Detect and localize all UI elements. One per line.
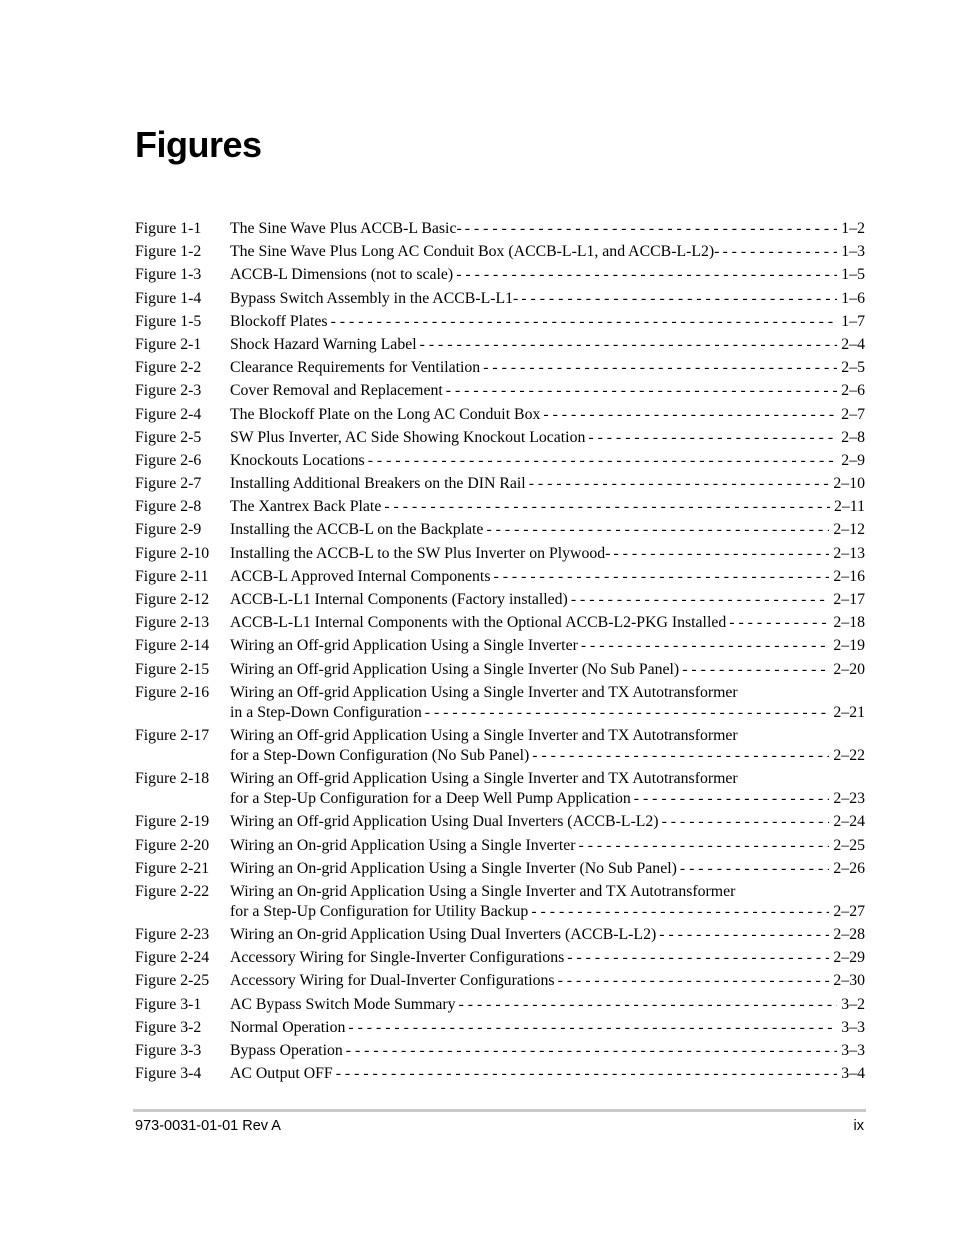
figure-title-line-with-page: [230, 995, 865, 1015]
figure-title-line-with-page: [230, 746, 865, 766]
figure-number: Figure 1-1: [135, 220, 202, 237]
figure-entry-body: [230, 520, 865, 540]
figure-entry[interactable]: [135, 1041, 865, 1061]
figure-title: Wiring an Off-grid Application Using a Single Inverter and TX Autotransformer: [230, 683, 738, 701]
dot-leader: [532, 746, 829, 766]
figure-page-number: 2–7: [841, 405, 865, 423]
dot-leader: [425, 703, 830, 723]
figure-entry[interactable]: [135, 882, 865, 922]
dot-leader: [543, 405, 837, 425]
figure-title-line: [230, 882, 865, 902]
dot-leader: [459, 995, 838, 1015]
figure-number: Figure 2-8: [135, 498, 202, 516]
figure-entry-body: [230, 859, 865, 879]
figure-title-line-with-page: [230, 474, 865, 494]
figure-page-number: 2–6: [841, 382, 865, 400]
figure-title: for a Step-Up Configuration for a Deep Well Pump Application: [230, 790, 631, 808]
figure-title: Bypass Operation: [230, 1042, 343, 1059]
dot-leader: [662, 812, 830, 832]
figure-entry[interactable]: [135, 451, 865, 471]
dot-leader: [531, 902, 829, 922]
figure-entry-body: [230, 995, 865, 1015]
figure-page-number: 2–26: [833, 859, 865, 877]
figure-title: The Blockoff Plate on the Long AC Conduit Box: [230, 405, 541, 423]
figure-entry[interactable]: [135, 925, 865, 945]
figure-entry[interactable]: [135, 1018, 865, 1038]
figure-number: Figure 1-2: [135, 243, 202, 261]
figure-entry[interactable]: [135, 242, 865, 262]
dot-leader: [336, 1064, 838, 1084]
figure-title-line-with-page: [230, 497, 865, 517]
figure-title: Wiring an Off-grid Application Using a Single Inverter and TX Autotransformer: [230, 770, 738, 788]
figure-page-number: 3–3: [841, 1018, 865, 1036]
footer-page-number: ix: [853, 1118, 864, 1134]
figure-page-number: 2–19: [833, 637, 865, 655]
figure-entry-body: [230, 726, 865, 766]
dot-leader: [581, 636, 830, 656]
dot-leader: [446, 381, 838, 401]
figure-page-number: 2–10: [833, 475, 865, 493]
figure-entry[interactable]: [135, 812, 865, 832]
figure-title: The Sine Wave Plus ACCB-L Basic-: [230, 220, 462, 237]
figure-title-line-with-page: [230, 1041, 865, 1061]
footer-rule: [133, 1109, 866, 1112]
figure-entry[interactable]: [135, 683, 865, 723]
figure-title: for a Step-Up Configuration for Utility Backup: [230, 902, 529, 920]
figure-number: Figure 2-19: [135, 813, 210, 831]
figure-title: for a Step-Down Configuration (No Sub Panel): [230, 746, 530, 764]
figure-entry[interactable]: [135, 948, 865, 968]
figure-number: Figure 2-18: [135, 770, 210, 788]
figure-number: Figure 2-5: [135, 428, 202, 446]
dot-leader: [346, 1041, 838, 1061]
figure-title: Wiring an On-grid Application Using a Single Inverter (No Sub Panel): [230, 859, 677, 877]
figure-title: Wiring an Off-grid Application Using Dual Inverters (ACCB-L-L2): [230, 813, 659, 831]
figure-entry[interactable]: [135, 381, 865, 401]
figure-number: Figure 2-25: [135, 972, 210, 990]
figure-entry-body: [230, 769, 865, 809]
figure-page-number: 2–30: [833, 972, 865, 990]
figure-title-line-with-page: [230, 358, 865, 378]
figure-title-line-with-page: [230, 544, 865, 564]
figure-number: Figure 2-17: [135, 726, 210, 744]
figure-title-line-with-page: [230, 289, 865, 309]
dot-leader: [529, 474, 830, 494]
dot-leader: [348, 1018, 837, 1038]
figure-title-line-with-page: [230, 812, 865, 832]
dot-leader: [729, 613, 829, 633]
figure-page-number: 3–3: [841, 1042, 865, 1059]
dot-leader: [521, 289, 837, 309]
figure-title-line-with-page: [230, 925, 865, 945]
figure-page-number: 2–5: [841, 359, 865, 377]
figure-entry[interactable]: [135, 219, 865, 239]
figure-page-number: 2–17: [833, 591, 865, 608]
dot-leader: [613, 544, 829, 564]
figure-title-line: [230, 769, 865, 789]
figure-page-number: 3–4: [841, 1065, 865, 1083]
figure-number: Figure 2-11: [135, 567, 209, 585]
figure-entry-body: [230, 636, 865, 656]
footer-doc-number: 973-0031-01-01 Rev A: [135, 1118, 281, 1134]
figure-entry[interactable]: [135, 312, 865, 332]
figure-title-line-with-page: [230, 1018, 865, 1038]
figure-entry-body: [230, 242, 865, 262]
figure-entry-body: [230, 219, 865, 239]
figure-title: AC Bypass Switch Mode Summary: [230, 995, 456, 1013]
figure-number: Figure 2-23: [135, 926, 210, 944]
figure-title-line-with-page: [230, 902, 865, 922]
figure-number: Figure 2-16: [135, 683, 210, 701]
figure-entry[interactable]: [135, 474, 865, 494]
dot-leader: [368, 451, 838, 471]
figure-title: Normal Operation: [230, 1018, 346, 1036]
figure-number: Figure 2-3: [135, 382, 202, 400]
figure-page-number: 2–28: [833, 926, 865, 944]
figure-page-number: 1–6: [841, 289, 865, 307]
figure-title-line-with-page: [230, 428, 865, 448]
figure-entry-body: [230, 265, 865, 285]
figure-page-number: 2–9: [841, 451, 865, 469]
figure-entry-body: [230, 381, 865, 401]
figure-title: Blockoff Plates: [230, 312, 328, 330]
figure-page-number: 3–2: [841, 995, 865, 1013]
figure-entry[interactable]: [135, 971, 865, 991]
figure-number: Figure 2-21: [135, 859, 210, 877]
figure-entry[interactable]: [135, 405, 865, 425]
figure-number: Figure 2-1: [135, 335, 202, 353]
figure-entry-body: [230, 948, 865, 968]
figure-title-line-with-page: [230, 219, 865, 239]
figure-number: Figure 2-4: [135, 405, 202, 423]
figure-page-number: 2–11: [833, 498, 865, 516]
figure-title: Installing Additional Breakers on the DIN Rail: [230, 475, 526, 493]
figure-number: Figure 2-14: [135, 637, 210, 655]
figure-number: Figure 2-15: [135, 660, 210, 678]
figure-title-line-with-page: [230, 660, 865, 680]
figure-title-line-with-page: [230, 312, 865, 332]
figure-entry[interactable]: [135, 289, 865, 309]
figure-title-line-with-page: [230, 971, 865, 991]
figure-title: SW Plus Inverter, AC Side Showing Knockout Location: [230, 428, 586, 446]
figure-number: Figure 2-13: [135, 614, 210, 632]
figure-title: Wiring an Off-grid Application Using a Single Inverter (No Sub Panel): [230, 660, 680, 678]
figure-number: Figure 2-22: [135, 882, 210, 900]
dot-leader: [659, 925, 829, 945]
figure-entry[interactable]: [135, 335, 865, 355]
figure-title-line-with-page: [230, 859, 865, 879]
figure-entry-body: [230, 428, 865, 448]
figure-title-line-with-page: [230, 520, 865, 540]
figure-page-number: 1–3: [841, 243, 865, 261]
figure-title-line-with-page: [230, 1064, 865, 1084]
figure-title: Knockouts Locations: [230, 451, 365, 469]
dot-leader: [465, 219, 838, 239]
figure-number: Figure 3-1: [135, 995, 202, 1013]
dot-leader: [634, 789, 830, 809]
figure-page-number: 2–22: [833, 746, 865, 764]
figure-entry-body: [230, 836, 865, 856]
figure-entry[interactable]: [135, 265, 865, 285]
figure-title-line-with-page: [230, 265, 865, 285]
figure-entry-body: [230, 1041, 865, 1061]
figure-title-line: [230, 726, 865, 746]
figure-title: Accessory Wiring for Dual-Inverter Configurations: [230, 972, 555, 990]
dot-leader: [420, 335, 838, 355]
dot-leader: [682, 660, 829, 680]
figure-page-number: 1–2: [841, 220, 865, 237]
figure-page-number: 2–29: [833, 949, 865, 967]
figure-entry[interactable]: [135, 726, 865, 766]
figure-page-number: 1–5: [841, 266, 865, 284]
figure-entry-body: [230, 971, 865, 991]
figure-entry[interactable]: [135, 995, 865, 1015]
figure-number: Figure 2-12: [135, 591, 210, 608]
figure-entry-body: [230, 683, 865, 723]
figure-entry-body: [230, 660, 865, 680]
figure-title: Cover Removal and Replacement: [230, 382, 443, 400]
figure-title-line-with-page: [230, 613, 865, 633]
dot-leader: [486, 520, 829, 540]
figure-title: ACCB-L Approved Internal Components: [230, 567, 491, 585]
figure-title: The Xantrex Back Plate: [230, 498, 382, 516]
dot-leader: [567, 948, 829, 968]
figure-title: Bypass Switch Assembly in the ACCB-L-L1-: [230, 289, 519, 307]
figure-title-line-with-page: [230, 567, 865, 587]
figure-title-line: [230, 683, 865, 703]
figure-title: Installing the ACCB-L on the Backplate: [230, 521, 484, 539]
figure-title-line-with-page: [230, 451, 865, 471]
figure-entry[interactable]: [135, 769, 865, 809]
figure-number: Figure 2-9: [135, 521, 202, 539]
figure-entry-body: [230, 405, 865, 425]
figure-entry-body: [230, 1018, 865, 1038]
figure-entry[interactable]: [135, 544, 865, 564]
figure-entry[interactable]: [135, 613, 865, 633]
figure-entry-body: [230, 812, 865, 832]
figure-title: ACCB-L Dimensions (not to scale): [230, 266, 454, 284]
figure-title-line-with-page: [230, 789, 865, 809]
figure-number: Figure 2-10: [135, 544, 210, 562]
figure-title-line-with-page: [230, 703, 865, 723]
dot-leader: [493, 567, 829, 587]
figure-title-line-with-page: [230, 836, 865, 856]
figure-entry[interactable]: [135, 567, 865, 587]
figure-number: Figure 2-24: [135, 949, 210, 967]
dot-leader: [483, 358, 837, 378]
figure-page-number: 2–13: [833, 544, 865, 562]
figure-title: ACCB-L-L1 Internal Components (Factory installed): [230, 591, 568, 608]
figure-page-number: 2–27: [833, 902, 865, 920]
page-title: Figures: [135, 124, 262, 165]
figure-entry-body: [230, 335, 865, 355]
dot-leader: [579, 836, 830, 856]
figure-entry-body: [230, 358, 865, 378]
figure-title-line-with-page: [230, 948, 865, 968]
figure-number: Figure 1-4: [135, 289, 202, 307]
figure-title: Clearance Requirements for Ventilation: [230, 359, 481, 377]
figure-number: Figure 2-7: [135, 475, 202, 493]
figure-entry-body: [230, 497, 865, 517]
figure-page-number: 2–20: [833, 660, 865, 678]
dot-leader: [722, 242, 837, 262]
figure-entry-body: [230, 925, 865, 945]
dot-leader: [588, 428, 837, 448]
figure-page-number: 2–12: [833, 521, 865, 539]
figure-number: Figure 1-3: [135, 266, 202, 284]
figure-entry[interactable]: [135, 636, 865, 656]
figure-entry[interactable]: [135, 428, 865, 448]
figure-page-number: 2–8: [841, 428, 865, 446]
figure-number: Figure 3-2: [135, 1018, 202, 1036]
figure-entry-body: [230, 474, 865, 494]
figure-page-number: 2–23: [833, 790, 865, 808]
figure-entry[interactable]: [135, 358, 865, 378]
figure-page-number: 2–18: [833, 614, 865, 632]
dot-leader: [384, 497, 830, 517]
figure-entry[interactable]: [135, 859, 865, 879]
dot-leader: [331, 312, 838, 332]
figure-page-number: 2–16: [833, 567, 865, 585]
figure-entry-body: [230, 1064, 865, 1084]
dot-leader: [680, 859, 830, 879]
figure-entry[interactable]: [135, 590, 865, 610]
figure-page-number: 2–24: [833, 813, 865, 831]
figure-number: Figure 2-2: [135, 359, 202, 377]
figure-entry-body: [230, 590, 865, 610]
figure-title: Wiring an Off-grid Application Using a Single Inverter and TX Autotransformer: [230, 726, 738, 744]
figure-entry-body: [230, 882, 865, 922]
figure-entry[interactable]: [135, 836, 865, 856]
figure-title: Accessory Wiring for Single-Inverter Configurations: [230, 949, 565, 967]
figure-title: Wiring an On-grid Application Using a Single Inverter and TX Autotransformer: [230, 882, 736, 900]
figure-title: Wiring an On-grid Application Using Dual Inverters (ACCB-L-L2): [230, 926, 657, 944]
figure-title: Installing the ACCB-L to the SW Plus Inverter on Plywood-: [230, 544, 611, 562]
figure-page-number: 2–21: [833, 703, 865, 721]
figure-entry-body: [230, 312, 865, 332]
figure-title-line-with-page: [230, 381, 865, 401]
figure-title: Wiring an On-grid Application Using a Single Inverter: [230, 836, 576, 854]
figure-title: The Sine Wave Plus Long AC Conduit Box (ACCB-L-L1, and ACCB-L-L2)-: [230, 243, 720, 261]
figure-title-line-with-page: [230, 590, 865, 610]
figure-title-line-with-page: [230, 636, 865, 656]
figure-page-number: 1–7: [841, 312, 865, 330]
figure-entry-body: [230, 451, 865, 471]
figure-number: Figure 3-3: [135, 1042, 202, 1059]
figure-number: Figure 3-4: [135, 1065, 202, 1083]
figure-entry[interactable]: [135, 520, 865, 540]
figure-entry-body: [230, 567, 865, 587]
dot-leader: [571, 590, 830, 610]
figure-number: Figure 2-6: [135, 451, 202, 469]
figure-entry[interactable]: [135, 1064, 865, 1084]
figure-title-line-with-page: [230, 242, 865, 262]
figure-title: in a Step-Down Configuration: [230, 703, 422, 721]
figure-number: Figure 2-20: [135, 836, 210, 854]
dot-leader: [456, 265, 837, 285]
figure-number: Figure 1-5: [135, 312, 202, 330]
figure-entry-body: [230, 544, 865, 564]
figure-entry[interactable]: [135, 497, 865, 517]
figure-entry-body: [230, 613, 865, 633]
figure-entry[interactable]: [135, 660, 865, 680]
figure-title: ACCB-L-L1 Internal Components with the Optional ACCB-L2-PKG Installed: [230, 614, 727, 632]
list-of-figures: [135, 219, 865, 1087]
figure-title-line-with-page: [230, 335, 865, 355]
figure-entry-body: [230, 289, 865, 309]
figure-title: Wiring an Off-grid Application Using a Single Inverter: [230, 637, 578, 655]
figure-page-number: 2–4: [841, 335, 865, 353]
figure-page-number: 2–25: [833, 836, 865, 854]
figure-title: Shock Hazard Warning Label: [230, 335, 417, 353]
figure-title: AC Output OFF: [230, 1065, 333, 1083]
figure-title-line-with-page: [230, 405, 865, 425]
dot-leader: [558, 971, 830, 991]
